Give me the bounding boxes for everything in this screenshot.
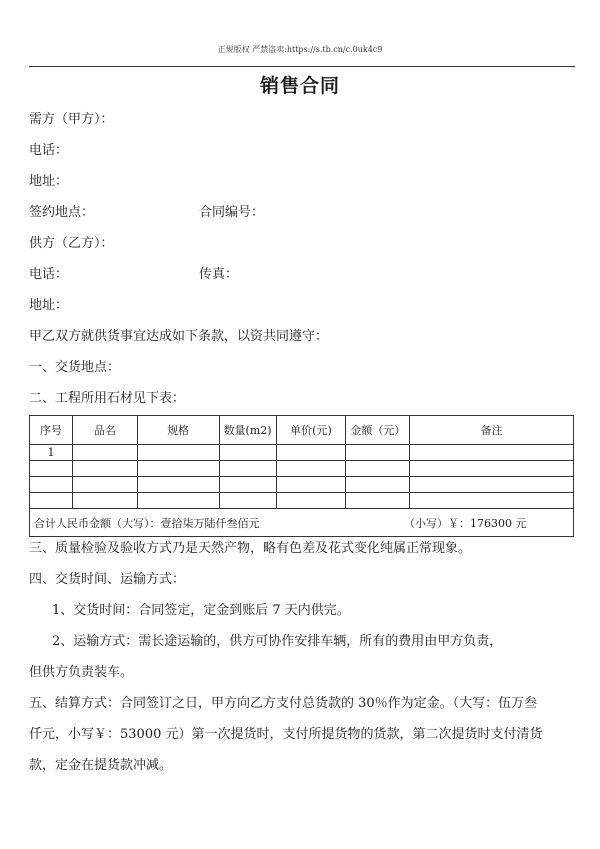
sign-place-label: 签约地点： — [29, 205, 95, 220]
seller-phone-label: 电话： — [29, 267, 69, 282]
table-cell — [219, 477, 276, 493]
col-header-amount: 金额（元） — [346, 416, 410, 445]
section-delivery-time: 四、交货时间、运输方式： — [29, 572, 186, 587]
table-cell — [276, 477, 346, 493]
table-header-row — [30, 416, 574, 445]
clause-transport: 2、运输方式：需长途运输的，供方可协作安排车辆，所有的费用由甲方负责， — [52, 634, 503, 649]
table-cell — [410, 445, 574, 461]
table-cell — [137, 461, 219, 477]
document-title: 销售合同 — [259, 75, 340, 97]
col-header-unit-price: 单价(元) — [276, 416, 346, 445]
table-cell — [410, 461, 574, 477]
section-quality: 三、质量检验及验收方式乃是天然产物，略有色差及花式变化纯属正常现象。 — [29, 541, 472, 556]
section-settlement: 五、结算方式：合同签订之日，甲方向乙方支付总货款的 30％作为定金。（大写：伍万叁 — [29, 696, 538, 711]
col-header-spec: 规格 — [137, 416, 219, 445]
buyer-address-label: 地址： — [29, 174, 69, 189]
table-cell — [410, 477, 574, 493]
col-header-product: 品名 — [72, 416, 137, 445]
table-row — [30, 477, 574, 493]
table-cell — [72, 477, 137, 493]
header-divider — [29, 66, 575, 67]
table-cell — [346, 477, 410, 493]
buyer-label: 需方（甲方）： — [29, 112, 114, 127]
materials-table — [29, 415, 574, 537]
clause-transport-cont: 但供方负责装车。 — [29, 665, 134, 680]
table-cell — [346, 461, 410, 477]
fax-label: 传真： — [199, 267, 239, 282]
table-cell — [30, 477, 73, 493]
table-cell — [410, 493, 574, 509]
table-cell — [30, 493, 73, 509]
col-header-remarks: 备注 — [410, 416, 574, 445]
table-cell — [346, 493, 410, 509]
table-cell — [276, 493, 346, 509]
table-row — [30, 445, 574, 461]
seller-label: 供方（乙方）： — [29, 236, 114, 251]
contract-number-label: 合同编号： — [199, 205, 265, 220]
table-cell — [72, 461, 137, 477]
table-cell — [137, 477, 219, 493]
table-cell — [30, 461, 73, 477]
sign-place-row — [29, 201, 265, 220]
table-cell — [137, 493, 219, 509]
table-cell — [219, 461, 276, 477]
buyer-phone-label: 电话： — [29, 143, 69, 158]
total-amount-caps: 合计人民币金额（大写）：壹拾柒万陆仟叁佰元 — [34, 516, 260, 530]
seller-phone-row — [29, 263, 239, 282]
table-cell — [72, 493, 137, 509]
table-total-row — [30, 509, 574, 537]
table-cell — [276, 445, 346, 461]
section-delivery-place: 一、交货地点： — [29, 360, 121, 375]
table-cell — [72, 445, 137, 461]
table-cell — [137, 445, 219, 461]
col-header-quantity: 数量(m2) — [219, 416, 276, 445]
section-settlement-cont-1: 仟元，小写￥：53000 元）第一次提货时，支付所提货物的货款，第二次提货时支付清货 — [29, 727, 543, 742]
table-cell — [346, 445, 410, 461]
copyright-note: 正规版权 严禁盗卖:https://s.tb.cn/c.0uk4c9 — [217, 45, 383, 54]
table-cell — [276, 461, 346, 477]
table-cell — [219, 493, 276, 509]
table-cell: 1 — [30, 445, 73, 461]
table-row — [30, 461, 574, 477]
section-materials: 二、工程所用石材见下表： — [29, 391, 186, 406]
total-cell — [30, 509, 574, 537]
table-cell — [219, 445, 276, 461]
seller-address-label: 地址： — [29, 298, 69, 313]
table-row — [30, 493, 574, 509]
clause-delivery-time: 1、交货时间：合同签定，定金到账后 7 天内供完。 — [52, 603, 350, 618]
intro-text: 甲乙双方就供货事宜达成如下条款，以资共同遵守： — [29, 329, 329, 344]
section-settlement-cont-2: 款，定金在提货款冲减。 — [29, 758, 173, 773]
col-header-index: 序号 — [30, 416, 73, 445]
total-amount-figures: （小写）￥：176300 元 — [404, 516, 527, 530]
